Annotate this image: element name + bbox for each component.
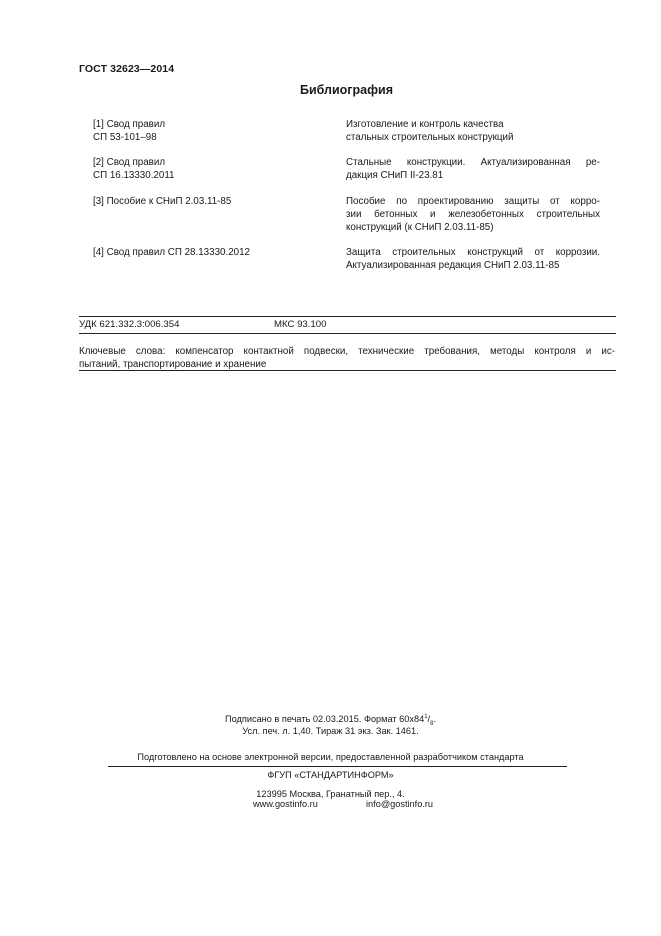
bib-entry-2-title <box>346 156 600 182</box>
classification-top-rule <box>79 316 616 317</box>
bib-entry-4-title-line-2: Актуализированная редакция СНиП 2.03.11-85 <box>346 260 560 271</box>
document-code: ГОСТ 32623—2014 <box>79 63 175 75</box>
publisher-website[interactable]: www.gostinfo.ru <box>253 799 318 809</box>
bib-entry-1-title-line-1: Изготовление и контроль качества <box>346 119 504 130</box>
bib-entry-1-title-line-2: стальных строительных конструкций <box>346 132 514 143</box>
publisher-name: ФГУП «СТАНДАРТИНФОРМ» <box>267 770 394 780</box>
format-fraction-numerator: 1 <box>424 713 428 720</box>
bib-entry-3-title-line-2: зии бетонных и железобетонных строительных <box>346 209 600 220</box>
keywords <box>79 345 615 371</box>
bibliography-title <box>0 83 661 97</box>
bibliography-title-text: Библиография <box>299 83 394 97</box>
bib-entry-4-source-line-1: [4] Свод правил СП 28.13330.2012 <box>93 247 250 258</box>
bib-entry-2-source <box>93 156 323 182</box>
bib-entry-4-title-line-1: Защита строительных конструкций от коррозии. <box>346 247 600 258</box>
bib-entry-1-source <box>93 118 323 144</box>
bib-entry-3-title-line-1: Пособие по проектированию защиты от корро- <box>346 196 600 207</box>
bib-entry-1-source-line-1: [1] Свод правил <box>93 119 166 130</box>
bib-entry-3-title-line-3: конструкций (к СНиП 2.03.11-85) <box>346 222 494 233</box>
bib-entry-4-title <box>346 246 600 272</box>
bib-entry-2-title-line-2: дакция СНиП II-23.81 <box>346 170 444 181</box>
bib-entry-3-source-line-1: [3] Пособие к СНиП 2.03.11-85 <box>93 196 232 207</box>
udk-code: УДК 621.332.3:006.354 <box>79 319 180 330</box>
publisher-address: 123995 Москва, Гранатный пер., 4. <box>256 789 405 799</box>
bib-entry-3-source <box>93 195 323 208</box>
format-fraction-denominator: 8 <box>430 720 434 727</box>
imprint-signed-text: Подписано в печать 02.03.2015. Формат 60х84 <box>225 714 425 724</box>
classification-bottom-rule <box>79 333 616 334</box>
imprint-prepared: Подготовлено на основе электронной версии, предоставленной разработчиком стандарта <box>137 752 524 762</box>
keywords-bottom-rule <box>79 370 616 371</box>
bib-entry-1-source-line-2: СП 53-101–98 <box>93 132 157 143</box>
bib-entry-1-title <box>346 118 600 144</box>
keywords-line-2: пытаний, транспортирование и хранение <box>79 359 267 370</box>
bib-entry-2-source-line-2: СП 16.13330.2011 <box>93 170 175 181</box>
imprint-rule <box>108 766 567 767</box>
bib-entry-3-title <box>346 195 600 234</box>
bib-entry-4-source <box>93 246 323 259</box>
imprint-signed: Подписано в печать 02.03.2015. Формат $60х84^1/_8$. <box>225 713 436 727</box>
bib-entry-2-title-line-1: Стальные конструкции. Актуализированная ре- <box>346 157 600 168</box>
publisher-email[interactable]: info@gostinfo.ru <box>366 799 434 809</box>
imprint-print-info: Усл. печ. л. 1,40. Тираж 31 экз. Зак. 1461. <box>242 726 419 736</box>
bib-entry-2-source-line-1: [2] Свод правил <box>93 157 166 168</box>
mks-code: МКС 93.100 <box>274 319 327 330</box>
imprint-signed-end: . <box>433 714 436 724</box>
keywords-line-1: Ключевые слова: компенсатор контактной подвески, технические требования, методы контроля и ис- <box>79 346 615 357</box>
